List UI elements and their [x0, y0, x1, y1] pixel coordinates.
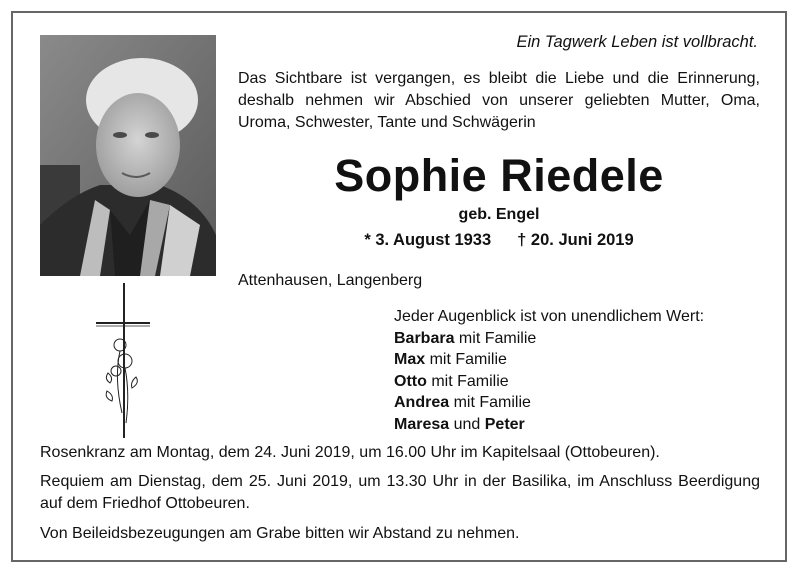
- mourner-row: [394, 414, 704, 436]
- deceased-name: Sophie Riedele: [334, 150, 664, 201]
- mourner-row: [394, 371, 704, 393]
- hometown: Attenhausen, Langenberg: [238, 272, 423, 289]
- mourner-name: Otto: [394, 372, 427, 390]
- cross-rose-icon: [92, 283, 152, 438]
- mourner-row: [394, 392, 704, 414]
- mourner-suffix: mit Familie: [454, 329, 537, 347]
- life-dates: [238, 231, 760, 250]
- mourners-block: [394, 306, 704, 435]
- mourner-name: Peter: [484, 415, 525, 433]
- mourner-suffix: mit Familie: [449, 394, 531, 411]
- birth-date: * 3. August 1933: [364, 231, 492, 249]
- death-date: † 20. Juni 2019: [517, 231, 634, 249]
- maiden-name: geb. Engel: [458, 206, 540, 223]
- mourner-row: [394, 349, 704, 371]
- mourner-name: Andrea: [394, 394, 450, 411]
- motto: Ein Tagwerk Leben ist vollbracht.: [516, 33, 758, 51]
- mourner-name: Maresa: [394, 415, 450, 433]
- mourner-suffix: mit Familie: [425, 351, 507, 368]
- mourner-name: Barbara: [394, 329, 455, 347]
- requiem-info: Requiem am Dienstag, dem 25. Juni 2019, um 13.30 Uhr in der Basilika, im Anschluss Beerdigung auf dem Friedhof Ottobeuren.: [40, 473, 760, 512]
- portrait-photo: [40, 35, 216, 276]
- mourners-intro: Jeder Augenblick ist von unendlichem Wert:: [394, 308, 705, 325]
- portrait-image: [40, 35, 216, 276]
- mourner-suffix: mit Familie: [426, 372, 509, 390]
- mourner-suffix: und: [449, 415, 485, 433]
- mourner-row: [394, 328, 704, 350]
- intro-text: Das Sichtbare ist vergangen, es bleibt die Liebe und die Erinnerung, deshalb nehmen wir Abschied von unserer geliebten Mutter, Oma, Uroma, Schwester, Tante und Schwägerin: [238, 70, 760, 131]
- service-details: [40, 442, 760, 545]
- rosary-info: Rosenkranz am Montag, dem 24. Juni 2019, um 16.00 Uhr im Kapitelsaal (Ottobeuren).: [40, 444, 660, 461]
- condolence-note: Von Beileidsbezeugungen am Grabe bitten wir Abstand zu nehmen.: [40, 525, 520, 542]
- mourner-name: Max: [394, 351, 426, 368]
